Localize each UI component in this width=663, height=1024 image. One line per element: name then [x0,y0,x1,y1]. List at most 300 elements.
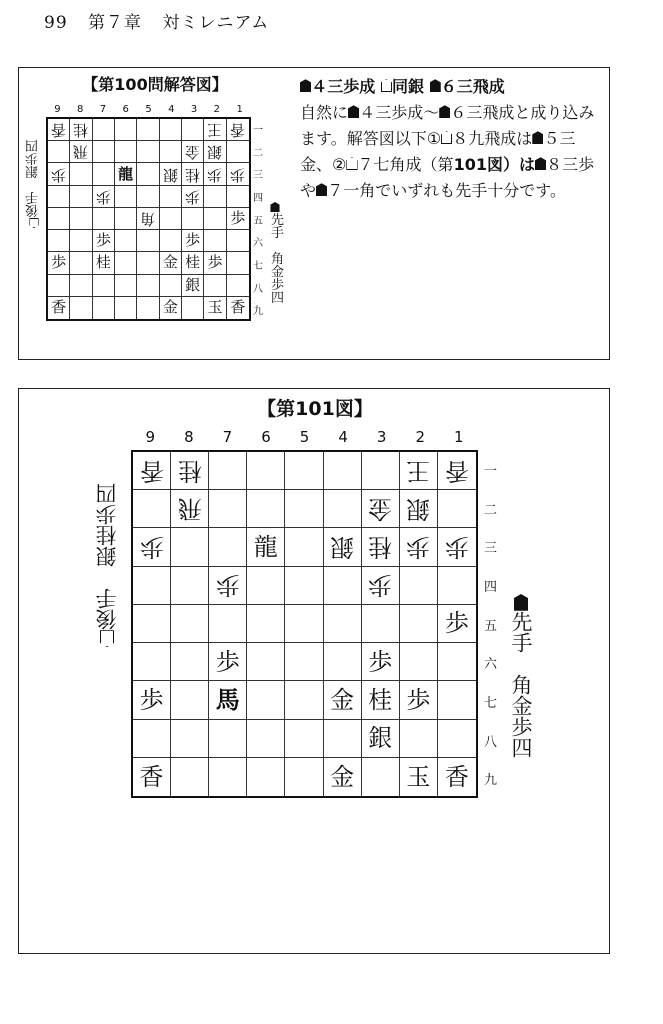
board-square [324,490,362,528]
chapter-number: 第７章 [88,13,143,33]
shogi-piece: 香 [51,298,67,317]
page-header [44,8,283,33]
board-square [137,186,159,208]
board-square [137,141,159,163]
board-square [137,230,159,252]
board-square [400,681,438,719]
board-square [160,275,182,297]
board-square [182,252,204,274]
board-square [209,720,247,758]
board-square [137,275,159,297]
commentary-body [300,100,600,204]
commentary-text: ８九飛 [452,129,501,148]
board-square [438,681,476,719]
board-square [115,230,137,252]
board-square [70,208,92,230]
file-label: 3 [190,104,198,115]
commentary [300,74,600,204]
shogi-piece: 飛 [177,494,202,523]
board-square [204,119,226,141]
file-label: 7 [222,428,233,446]
board-square [160,186,182,208]
board-square [48,252,70,274]
board-square [182,230,204,252]
diagram1-rank-labels [253,117,263,321]
board-square [204,275,226,297]
diagram1-sente-info [266,202,285,322]
shogi-piece: 歩 [230,208,246,227]
board-square [160,163,182,185]
rank-label: 一 [253,124,263,136]
board-square [133,490,171,528]
board-square [182,275,204,297]
rank-label: 八 [253,283,263,295]
shogi-piece: 銀 [406,494,431,523]
shogi-piece: 香 [230,121,246,140]
shogi-piece: 歩 [185,187,201,206]
board-square [285,720,323,758]
board-square [285,452,323,490]
board-square [285,567,323,605]
commentary-moves [300,74,600,100]
board-square [362,605,400,643]
board-square [70,230,92,252]
board-square [171,452,209,490]
board-square [182,119,204,141]
diagram1-file-labels [46,104,251,115]
board-square [182,163,204,185]
board-square [438,758,476,796]
shogi-piece: 飛 [73,143,89,162]
rank-label: 三 [253,170,263,182]
sente-mark-icon [439,105,450,118]
board-square [204,208,226,230]
board-square [93,297,115,319]
board-square [160,141,182,163]
board-square [133,528,171,566]
diagram1-gote-label: 後手 [26,191,41,218]
board-square [137,208,159,230]
board-square [324,720,362,758]
board-square [182,186,204,208]
board-square [48,230,70,252]
commentary-text: 101図）は [453,155,535,174]
board-square [171,567,209,605]
board-square [324,452,362,490]
file-label: 7 [99,104,107,115]
shogi-piece: 龍 [118,164,134,183]
rank-label: 二 [253,147,263,159]
shogi-piece: 香 [230,298,246,317]
diagram1-sente-label: 先手 [268,212,283,239]
diagram2-file-labels [131,428,478,446]
diagram1-sente-hand: 角金歩四 [268,251,283,304]
board-square [115,208,137,230]
board-square [362,681,400,719]
board-square [400,720,438,758]
diagram1-title: 【第100問解答図】 [82,75,228,94]
gote-mark-icon [346,157,357,170]
rank-label: 三 [484,541,498,557]
shogi-piece: 歩 [139,685,164,714]
board-square [285,643,323,681]
board-square [160,230,182,252]
board-square [48,208,70,230]
board-square [70,186,92,208]
board-square [285,605,323,643]
board-square [438,643,476,681]
board-square [227,163,249,185]
commentary-text: ずれも先手十分です。 [407,181,566,200]
commentary-text: 自然に [300,103,349,122]
board-square [204,163,226,185]
board-square [324,758,362,796]
diagram2-board [131,450,478,798]
board-square [48,275,70,297]
sente-mark-icon [430,79,441,92]
shogi-piece: 銀 [162,165,178,184]
shogi-piece: 歩 [368,571,393,600]
shogi-piece: 銀 [185,275,201,294]
rank-label: 四 [253,192,263,204]
shogi-piece: 桂 [73,121,89,140]
shogi-piece: 香 [444,456,469,485]
board-square [247,720,285,758]
board-square [160,252,182,274]
diagram2-sente-hand: 角金歩四 [509,673,533,758]
board-square [324,681,362,719]
shogi-piece: 香 [444,762,469,791]
shogi-piece: 歩 [215,571,240,600]
board-square [204,230,226,252]
shogi-piece: 金 [368,494,393,523]
board-square [400,643,438,681]
board-square [247,567,285,605]
shogi-piece: 歩 [207,253,223,272]
board-square [48,297,70,319]
commentary-text: ７七角成（第 [357,155,454,174]
board-square [438,567,476,605]
rank-label: 五 [253,215,263,227]
board-square [93,252,115,274]
page-number: 99 [44,13,68,33]
rank-label: 八 [484,734,498,750]
board-square [285,490,323,528]
board-square [227,119,249,141]
shogi-piece: 歩 [95,187,111,206]
board-square [227,186,249,208]
shogi-piece: 歩 [51,165,67,184]
shogi-piece: 龍 [253,533,278,562]
shogi-piece: 王 [207,121,223,140]
diagram2-gote-info [92,452,122,647]
shogi-piece: 馬 [215,685,240,714]
shogi-piece: 金 [330,762,355,791]
file-label: 4 [338,428,348,446]
commentary-text: ５三金、② [300,129,576,174]
board-square [171,490,209,528]
shogi-piece: 玉 [406,762,431,791]
board-square [227,297,249,319]
diagram2-sente-label: 先手 [509,610,533,653]
board-square [48,119,70,141]
sente-mark-icon [348,105,359,118]
shogi-piece: 歩 [406,533,431,562]
sente-mark-icon [316,183,327,196]
board-square [171,681,209,719]
board-square [362,567,400,605]
rank-label: 九 [253,306,263,318]
board-square [115,252,137,274]
board-square [70,163,92,185]
file-label: 6 [261,428,271,446]
shogi-piece: 銀 [368,724,393,753]
file-label: 3 [376,428,387,446]
board-square [285,681,323,719]
file-label: 2 [213,104,221,115]
gote-mark-icon [100,630,115,647]
file-label: 9 [54,104,61,115]
file-label: 9 [145,428,156,446]
shogi-piece: 歩 [406,685,431,714]
board-square [70,275,92,297]
shogi-piece: 歩 [444,609,469,638]
file-label: 4 [168,104,175,115]
board-square [227,208,249,230]
shogi-piece: 香 [51,121,67,140]
board-square [438,490,476,528]
board-square [400,452,438,490]
file-label: 6 [122,104,129,115]
board-square [137,119,159,141]
board-square [115,163,137,185]
shogi-piece: 桂 [368,533,393,562]
board-square [247,605,285,643]
shogi-piece: 歩 [215,647,240,676]
board-square [115,275,137,297]
board-square [115,119,137,141]
board-square [160,119,182,141]
board-square [204,297,226,319]
rank-label: 七 [484,695,498,711]
board-square [115,141,137,163]
board-square [362,490,400,528]
board-square [209,758,247,796]
rank-label: 六 [484,657,498,673]
rank-label: 五 [484,618,498,634]
board-square [93,275,115,297]
move-2: 同銀 [391,77,424,96]
board-square [133,758,171,796]
board-square [209,528,247,566]
shogi-piece: 歩 [207,165,223,184]
shogi-piece: 銀 [207,143,223,162]
commentary-text: ８三歩や [300,155,595,200]
shogi-piece: 歩 [444,533,469,562]
board-square [400,567,438,605]
board-square [362,452,400,490]
board-square [171,758,209,796]
board-square [204,141,226,163]
board-square [115,297,137,319]
diagram2-rank-labels [484,450,497,798]
board-square [70,297,92,319]
board-square [362,758,400,796]
shogi-piece: 金 [185,143,201,162]
board-square [70,141,92,163]
shogi-piece: 歩 [368,647,393,676]
rank-label: 九 [484,773,498,789]
board-square [93,119,115,141]
board-square [285,528,323,566]
board-square [247,528,285,566]
board-square [70,252,92,274]
rank-label: 六 [253,238,263,250]
file-label: 1 [236,104,243,115]
shogi-piece: 桂 [185,165,201,184]
board-square [209,681,247,719]
board-square [285,758,323,796]
rank-label: 一 [484,463,498,479]
board-square [137,252,159,274]
board-square [115,186,137,208]
shogi-piece: 歩 [51,253,67,272]
board-square [133,567,171,605]
shogi-piece: 桂 [368,685,393,714]
board-square [400,490,438,528]
shogi-piece: 香 [139,762,164,791]
board-square [93,186,115,208]
move-3: ６三飛成 [440,77,505,96]
diagram2-gote-label: 後手 [95,588,119,631]
file-label: 1 [454,428,464,446]
board-square [133,452,171,490]
board-square [400,758,438,796]
commentary-text: ６三飛成と成 [450,103,547,122]
board-square [227,230,249,252]
file-label: 8 [184,428,194,446]
rank-label: 二 [484,502,498,518]
board-square [160,208,182,230]
commentary-text: ７一角でい [327,181,408,200]
board-square [209,643,247,681]
commentary-text: り込みます。解答図以下① [300,103,595,148]
board-square [438,452,476,490]
board-square [160,297,182,319]
shogi-piece: 玉 [207,298,223,317]
board-square [209,490,247,528]
sente-mark-icon [514,594,529,611]
board-square [133,643,171,681]
shogi-piece: 香 [139,456,164,485]
board-square [171,720,209,758]
board-square [182,297,204,319]
diagram2-sente-info [506,594,536,804]
sente-mark-icon [535,157,546,170]
diagram2-title: 【第101図】 [257,398,373,420]
board-square [324,643,362,681]
board-square [438,605,476,643]
sente-mark-icon [300,79,311,92]
file-label: 5 [145,104,152,115]
commentary-text: 成は [500,129,533,148]
board-square [133,605,171,643]
board-square [204,252,226,274]
shogi-piece: 金 [162,253,178,272]
file-label: 5 [299,428,310,446]
board-square [48,141,70,163]
rank-label: 七 [253,260,263,272]
board-square [362,720,400,758]
board-square [362,643,400,681]
board-square [93,208,115,230]
shogi-piece: 桂 [185,253,201,272]
board-square [324,605,362,643]
file-label: 2 [415,428,425,446]
board-square [171,643,209,681]
chapter-title: 対ミレニアム [162,13,270,33]
board-square [133,681,171,719]
gote-mark-icon [441,131,452,144]
diagram1-gote-info [24,118,43,228]
board-square [209,567,247,605]
board-square [171,605,209,643]
board-square [247,758,285,796]
board-square [182,141,204,163]
board-square [227,141,249,163]
shogi-piece: 歩 [230,165,246,184]
board-square [400,528,438,566]
board-square [209,452,247,490]
shogi-piece: 王 [406,456,431,485]
commentary-text: ４三歩成～ [359,103,440,122]
shogi-piece: 角 [140,209,156,228]
board-square [324,567,362,605]
gote-mark-icon [29,218,38,228]
board-square [438,528,476,566]
board-square [137,163,159,185]
board-square [48,163,70,185]
shogi-piece: 金 [330,685,355,714]
board-square [324,528,362,566]
board-square [93,230,115,252]
shogi-piece: 金 [162,298,178,317]
board-square [227,252,249,274]
rank-label: 四 [484,579,498,595]
board-square [133,720,171,758]
board-square [182,208,204,230]
board-square [171,528,209,566]
board-square [137,297,159,319]
board-square [48,186,70,208]
sente-mark-icon [270,202,279,212]
shogi-piece: 歩 [185,231,201,250]
shogi-piece: 銀 [330,533,355,562]
shogi-piece: 桂 [95,253,111,272]
board-square [93,163,115,185]
move-1: ４三歩成 [311,77,376,96]
board-square [247,452,285,490]
diagram1-gote-hand: 銀歩四 [26,139,41,179]
board-square [209,605,247,643]
board-square [70,119,92,141]
board-square [247,643,285,681]
board-square [400,605,438,643]
board-square [438,720,476,758]
board-square [93,141,115,163]
diagram1-board [46,117,251,321]
diagram2-gote-hand: 銀桂歩四 [95,483,119,568]
